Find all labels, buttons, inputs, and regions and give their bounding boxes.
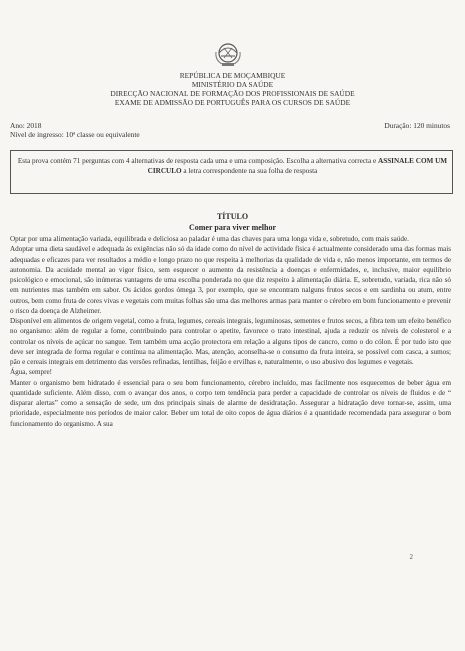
exam-duration: Duração: 120 minutos (384, 121, 450, 130)
instructions-part1: Esta prova contém 71 perguntas com 4 alternativas de resposta cada uma e uma composição. Escolha a alternativa correcta e (17, 157, 378, 165)
instructions-text (16, 156, 449, 176)
national-emblem-icon (213, 40, 243, 68)
text-heading: TÍTULO (216, 212, 249, 221)
ministry-name: MINISTÉRIO DA SAÚDE (191, 80, 274, 89)
paragraph: Manter o organismo bem hidratado é essencial para o seu bom funcionamento, cérebro incluído, mas facilmente nos esquecemos de beber água em quantidade suficiente. Além disso, com o avançar dos anos, o corpo tem tendência para perder a capacidade de controlar os níveis de fluidos e de “ disparar alertas” como a sensação de sede, um dos principais sinais de alarme de desidratação. Assegurar a hidratação deve tornar-se, assim, uma prioridade, especialmente nos períodos de maior calor. Beber um total de oito copos de água diários é a quantidade recomendada para assegurar o bom funcionamento do organismo. A sua (10, 378, 451, 428)
instructions-emphasis: ASSINALE COM UM CIRCULO (147, 157, 448, 175)
reading-text (10, 234, 451, 429)
exam-year: Ano: 2018 (10, 121, 42, 130)
page-number: 2 (409, 553, 413, 561)
exam-title: EXAME DE ADMISSÃO DE PORTUGUÊS PARA OS CURSOS DE SAÚDE (114, 98, 351, 107)
paragraph: Disponível em alimentos de origem vegetal, como a fruta, legumes, cereais integrais, leguminosas, sementes e frutos secos, a fibra tem um efeito benéfico no organismo: além de regular a fome, contribuindo para controlar o apetite, favorece o trato intestinal, ajuda a reduzir os níveis de colesterol e a controlar os níveis de açúcar no sangue. Tem também uma acção protectora em relação a alguns tipos de cancro, como o do cólon. É por tudo isto que deve ser integrada de forma regular e contínua na alimentação. Mas, atenção, aconselha-se o consumo da fruta inteira, se possível com casca, a sumos; pão e cereais integrais em detrimento das versões refinadas, lentilhas, feijão e ervilhas e, naturalmente, o uso abusivo dos legumes e vegetais. (10, 317, 451, 366)
paragraph: Adoptar uma dieta saudável e adequada às exigências não só da idade como do nível de actividade física é actualmente considerado uma das formas mais adequadas e eficazes para ver resultados a médio e longo prazo no que respeita à melhorias da qualidade de vida e, não menos importante, em termos de autonomia. Da acuidade mental ao vigor físico, sem esquecer o aumento da resistência a doenças e enfermidades, e, inclusive, maior equilíbrio psicológico e emocional, são inúmeras vantagens de uma escolha ponderada no que diz respeito à alimentação diária. E, sobretudo, variada, rica não só em nutrientes mas também em sabor. Os ácidos gordos ómega 3, por exemplo, que se encontram nalguns frutos secos e em sardinha ou atum, entre outros, bem como fruta de cores vivas e vegetais com muitas folhas são uma das melhores armas para manter o cérebro em bom funcionamento e prevenir o risco da doença de Alzheimer. (10, 245, 451, 315)
text-title: Comer para viver melhor (188, 223, 276, 232)
country-name: REPÚBLICA DE MOÇAMBIQUE (179, 71, 286, 80)
directorate-name: DIRECÇÃO NACIONAL DE FORMAÇÃO DOS PROFISSIONAIS DE SAÚDE (110, 89, 355, 98)
entry-level: Nível de ingresso: 10ª classe ou equivalente (10, 130, 140, 139)
section-heading: Água, sempre! (10, 368, 53, 377)
instructions-part2: a letra correspondente na sua folha de resposta (181, 167, 318, 175)
paragraph: Optar por uma alimentação variada, equilibrada e deliciosa ao paladar é uma das chaves para uma longa vida e, sobretudo, com mais saúde. (10, 235, 409, 243)
